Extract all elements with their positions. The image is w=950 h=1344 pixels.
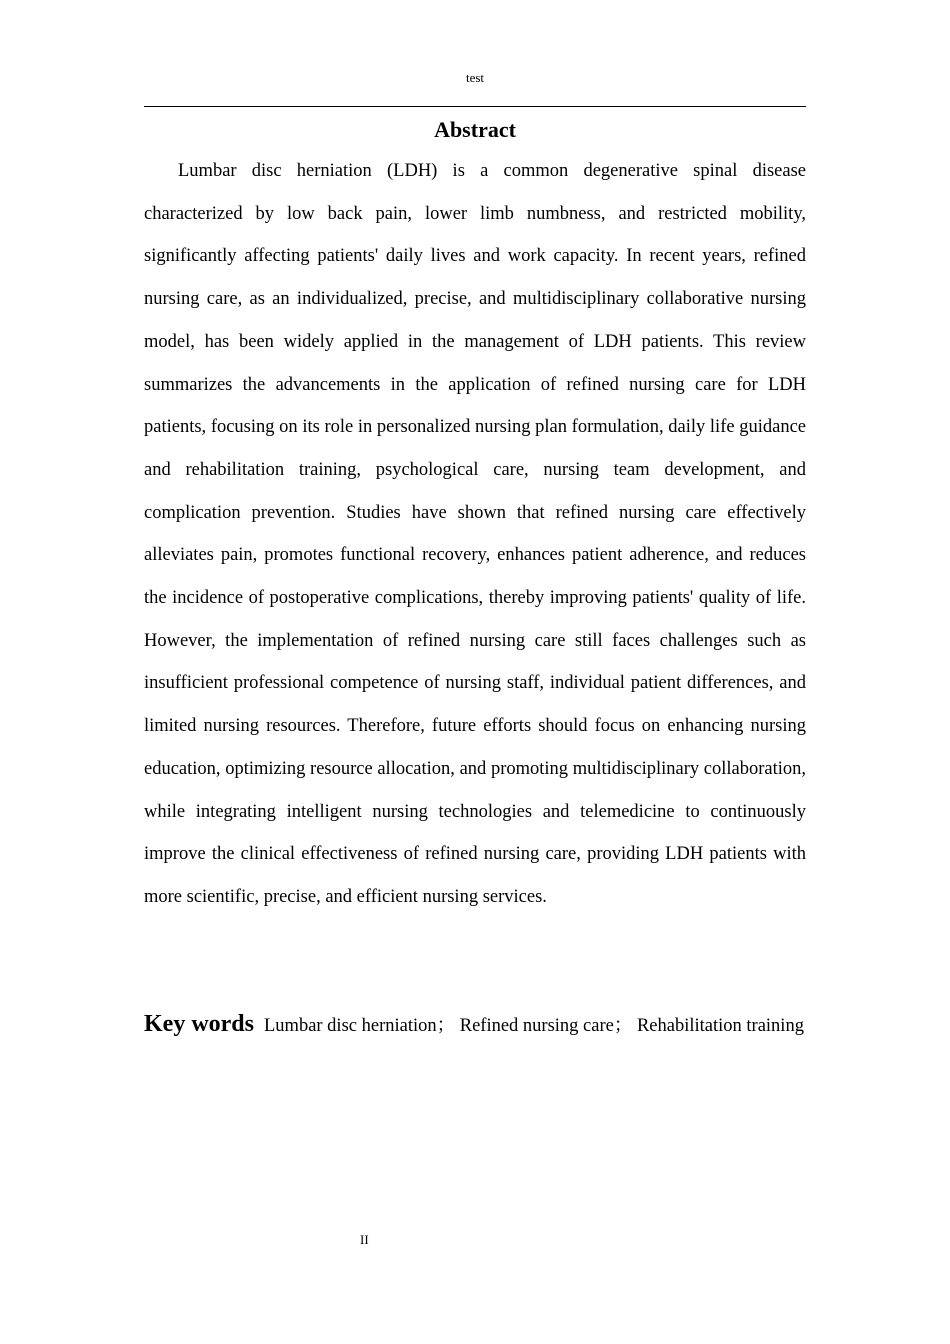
abstract-body: Lumbar disc herniation (LDH) is a common degenerative spinal disease characterized by low back pain, lower limb numbness, and restricted mobility, significantly affecting patients' daily lives and work capacity. In recent years, refined nursing care, as an individualized, precise, and multidisciplinary collaborative nursing model, has been widely applied in the management of LDH patients. This review summarizes the advancements in the application of refined nursing care for LDH patients, focusing on its role in personalized nursing plan formulation, daily life guidance and rehabilitation training, psychological care, nursing team development, and complication prevention. Studies have shown that refined nursing care effectively alleviates pain, promotes functional recovery, enhances patient adherence, and reduces the incidence of postoperative complications, thereby improving patients' quality of life. However, the implementation of refined nursing care still faces challenges such as insufficient professional competence of nursing staff, individual patient differences, and limited nursing resources. Therefore, future efforts should focus on enhancing nursing education, optimizing resource allocation, and promoting multidisciplinary collaboration, while integrating intelligent nursing technologies and telemedicine to continuously improve the clinical effectiveness of refined nursing care, providing LDH patients with more scientific, precise, and efficient nursing services. <box>144 161 806 907</box>
keywords-text: Lumbar disc herniation； Refined nursing care； Rehabilitation training <box>264 1016 804 1036</box>
keywords-paragraph <box>144 1003 806 1047</box>
keywords-label: Key words <box>144 1011 254 1037</box>
abstract-title: Abstract <box>434 117 516 142</box>
page-number: II <box>360 1232 369 1247</box>
page-header: test <box>465 70 485 85</box>
header-rule <box>144 106 806 107</box>
